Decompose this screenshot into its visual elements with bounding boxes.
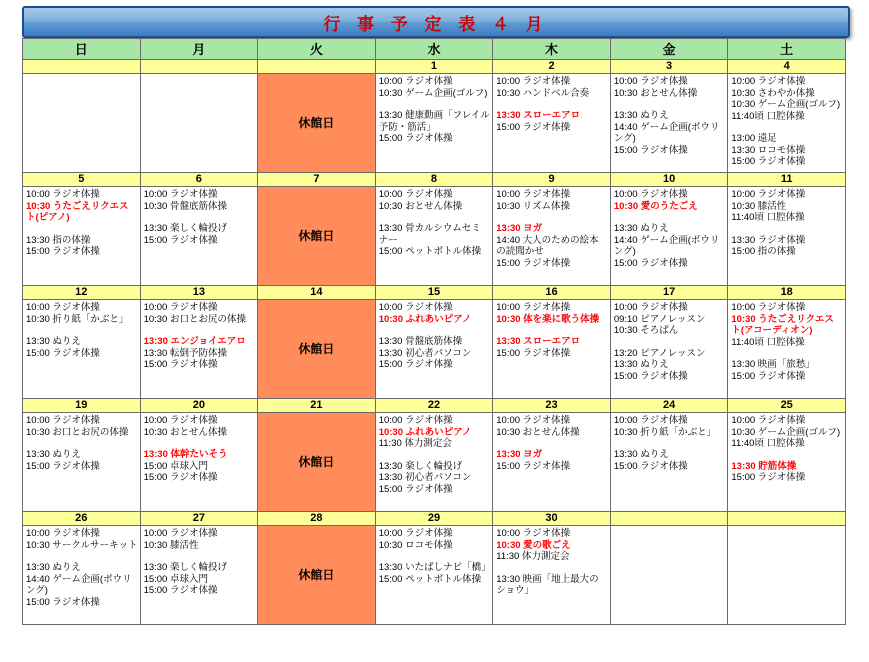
day-events: [376, 413, 493, 511]
event-item: 11:40頃 口腔体操: [731, 438, 805, 449]
event-spacer: [379, 99, 491, 110]
calendar-week-row: [23, 512, 846, 625]
event-item: 10:30 ゲーム企画(ゴルフ): [731, 99, 841, 110]
event-item: 10:30 うたごえリクエスト(アコーディオン): [731, 313, 834, 336]
day-events: [728, 413, 845, 511]
event-spacer: [144, 325, 256, 336]
day-events: [141, 413, 258, 511]
weekday-header-thu: 木: [493, 39, 611, 60]
event-item: 10:00 ラジオ体操: [378, 302, 453, 313]
event-item: 15:00 ラジオ体操: [613, 144, 688, 156]
closed-day-label: 休館日: [298, 115, 335, 130]
calendar-day-closed[interactable]: [258, 286, 376, 399]
calendar-day-empty: [140, 60, 258, 173]
day-events: [611, 526, 728, 624]
day-events: [141, 187, 258, 285]
event-spacer: [614, 438, 726, 449]
event-item: 15:00 ラジオ体操: [378, 483, 453, 495]
day-number: 2: [493, 60, 610, 74]
day-events: [728, 187, 845, 285]
calendar-day[interactable]: [728, 173, 846, 286]
event-item: 10:00 ラジオ体操: [378, 528, 453, 539]
event-spacer: [26, 224, 138, 235]
day-events: [611, 300, 728, 398]
calendar-day[interactable]: [375, 512, 493, 625]
event-spacer: [731, 348, 843, 359]
event-item: 13:30 骨カルシウムセミナー: [378, 223, 481, 246]
event-item: 10:00 ラジオ体操: [613, 302, 688, 313]
page-title: 行 事 予 定 表 ４ 月: [323, 14, 549, 34]
event-item: 10:30 愛のうたごえ: [613, 200, 698, 212]
event-item: 13:30 ヨガ: [496, 449, 543, 460]
event-item: 14:40 ゲーム企画(ボウリング): [613, 234, 720, 257]
event-item: 10:00 ラジオ体操: [731, 415, 806, 426]
event-item: 10:00 ラジオ体操: [378, 76, 453, 87]
calendar-day-empty: [728, 512, 846, 625]
event-spacer: [144, 212, 256, 223]
day-events: [23, 300, 140, 398]
event-spacer: [144, 438, 256, 449]
title-banner: [22, 6, 850, 38]
event-item: 10:30 そろばん: [613, 325, 679, 336]
event-item: 09:10 ピアノレッスン: [613, 313, 706, 325]
closed-day-label: 休館日: [298, 228, 335, 243]
event-item: 15:00 ラジオ体操: [143, 472, 218, 483]
calendar-day-closed[interactable]: [258, 60, 376, 173]
event-item: 10:30 ゲーム企画(ゴルフ): [731, 426, 841, 438]
event-spacer: [496, 438, 608, 449]
day-number: [23, 60, 140, 74]
calendar-day[interactable]: [610, 60, 728, 173]
weekday-header-sat: 土: [728, 39, 846, 60]
event-item: 15:00 ラジオ体操: [613, 460, 688, 472]
calendar-day[interactable]: [493, 173, 611, 286]
closed-day-label: 休館日: [298, 341, 335, 356]
event-item: 10:30 うたごえリクエスト(ピアノ): [26, 200, 129, 223]
event-item: 15:00 ペットボトル体操: [378, 573, 482, 585]
calendar-day[interactable]: [140, 286, 258, 399]
event-item: 15:00 卓球入門: [143, 460, 208, 472]
closed-day-label: 休館日: [298, 567, 335, 582]
event-item: 10:30 おとせん体操: [378, 200, 463, 212]
event-item: 14:40 大人のための絵本の読聞かせ: [496, 234, 599, 257]
calendar-week-row: [23, 399, 846, 512]
event-spacer: [731, 450, 843, 461]
event-item: 13:30 映画「旅愁」: [731, 359, 815, 370]
day-number: [611, 512, 728, 526]
event-spacer: [144, 551, 256, 562]
event-item: 10:30 ロコモ体操: [378, 539, 453, 551]
day-events: [493, 187, 610, 285]
calendar-week-row: [23, 60, 846, 173]
calendar-day-closed[interactable]: [258, 512, 376, 625]
event-item: 13:00 遠足: [731, 133, 777, 144]
day-events: [23, 526, 140, 624]
event-item: 15:00 ペットボトル体操: [378, 246, 482, 257]
day-number: 16: [493, 286, 610, 300]
day-events: [376, 300, 493, 398]
event-item: 10:00 ラジオ体操: [143, 415, 218, 426]
day-number: 3: [611, 60, 728, 74]
event-item: 10:30 膝活性: [731, 200, 787, 212]
calendar-day[interactable]: [375, 60, 493, 173]
day-events: [493, 300, 610, 398]
day-number: [728, 512, 845, 526]
weekday-header-row: [23, 39, 846, 60]
calendar-day[interactable]: [140, 173, 258, 286]
closed-day-label: 休館日: [298, 454, 335, 469]
day-number: 24: [611, 399, 728, 413]
calendar-day[interactable]: [23, 173, 141, 286]
event-item: 15:00 ラジオ体操: [613, 370, 688, 382]
day-number: 10: [611, 173, 728, 187]
event-item: 10:30 お口とお尻の体操: [26, 426, 129, 438]
calendar-day[interactable]: [728, 399, 846, 512]
event-spacer: [731, 224, 843, 235]
event-item: 13:30 体幹たいそう: [143, 449, 228, 460]
event-item: 10:30 お口とお尻の体操: [143, 313, 246, 325]
event-item: 10:00 ラジオ体操: [378, 189, 453, 200]
event-item: 10:00 ラジオ体操: [613, 189, 688, 200]
day-number: 23: [493, 399, 610, 413]
event-item: 10:30 おとせん体操: [143, 426, 227, 438]
event-item: 10:00 ラジオ体操: [143, 302, 218, 313]
day-number: [141, 60, 258, 74]
calendar-day[interactable]: [23, 286, 141, 399]
event-item: 15:00 ラジオ体操: [731, 156, 806, 167]
event-item: 13:30 楽しく輪投げ: [143, 223, 227, 234]
day-events: [493, 526, 610, 624]
calendar-day[interactable]: [610, 286, 728, 399]
calendar-day[interactable]: [23, 512, 141, 625]
event-spacer: [379, 325, 491, 336]
event-item: 13:30 ぬりえ: [26, 449, 81, 460]
event-item: 15:00 ラジオ体操: [143, 585, 218, 596]
event-item: 10:00 ラジオ体操: [731, 189, 806, 200]
event-item: 11:30 体力測定会: [378, 438, 452, 449]
event-item: 13:30 楽しく輪投げ: [143, 562, 227, 573]
event-item: 15:00 卓球入門: [143, 573, 208, 585]
day-events: [376, 74, 493, 172]
calendar-day[interactable]: [728, 60, 846, 173]
day-events: [376, 187, 493, 285]
event-item: 10:00 ラジオ体操: [731, 76, 806, 87]
event-item: 13:30 ヨガ: [496, 223, 543, 234]
event-item: 10:30 さわやか体操: [731, 87, 815, 99]
event-item: 10:00 ラジオ体操: [496, 528, 571, 539]
calendar-container: [22, 38, 846, 625]
event-item: 10:00 ラジオ体操: [143, 189, 218, 200]
event-item: 10:00 ラジオ体操: [26, 528, 100, 539]
calendar-day[interactable]: [375, 286, 493, 399]
event-spacer: [496, 212, 608, 223]
event-item: 13:30 ぬりえ: [613, 359, 669, 370]
event-item: 10:00 ラジオ体操: [26, 189, 100, 200]
event-spacer: [731, 122, 843, 133]
day-events: [493, 413, 610, 511]
event-item: 10:00 ラジオ体操: [496, 76, 571, 87]
calendar-table: [22, 38, 846, 625]
day-number: 22: [376, 399, 493, 413]
day-number: 20: [141, 399, 258, 413]
event-item: 15:00 ラジオ体操: [378, 133, 453, 144]
calendar-day[interactable]: [728, 286, 846, 399]
event-spacer: [614, 212, 726, 223]
event-item: 11:40頃 口腔体操: [731, 212, 805, 223]
event-item: 13:20 ピアノレッスン: [613, 347, 706, 359]
event-item: 15:00 ラジオ体操: [731, 370, 806, 382]
event-item: 11:40頃 口腔体操: [731, 110, 805, 122]
day-number: 6: [141, 173, 258, 187]
day-events: [141, 74, 258, 172]
calendar-day[interactable]: [140, 399, 258, 512]
day-number: 17: [611, 286, 728, 300]
event-item: 10:30 ふれあいピアノ: [378, 426, 472, 438]
calendar-day[interactable]: [140, 512, 258, 625]
weekday-header-wed: 水: [375, 39, 493, 60]
day-number: 14: [258, 286, 375, 300]
event-item: 15:00 ラジオ体操: [496, 347, 571, 359]
event-item: 10:00 ラジオ体操: [731, 302, 806, 313]
calendar-day[interactable]: [23, 399, 141, 512]
event-item: 15:00 ラジオ体操: [26, 460, 100, 472]
event-item: 11:30 体力測定会: [496, 551, 570, 562]
calendar-day[interactable]: [493, 60, 611, 173]
event-item: 10:00 ラジオ体操: [613, 76, 688, 87]
event-item: 13:30 楽しく輪投げ: [378, 460, 463, 472]
calendar-day[interactable]: [610, 399, 728, 512]
event-item: 13:30 骨盤底筋体操: [378, 336, 463, 347]
calendar-day[interactable]: [610, 173, 728, 286]
event-item: 15:00 ラジオ体操: [496, 257, 571, 269]
day-events: [23, 74, 140, 172]
event-item: 10:00 ラジオ体操: [26, 415, 100, 426]
event-item: 10:00 ラジオ体操: [26, 302, 100, 313]
event-spacer: [379, 212, 491, 223]
event-item: 14:40 ゲーム企画(ボウリング): [26, 573, 132, 596]
event-item: 13:30 指の体操: [26, 234, 91, 246]
event-item: 13:30 ぬりえ: [613, 223, 669, 234]
calendar-week-row: [23, 173, 846, 286]
event-spacer: [379, 450, 491, 461]
day-events: [728, 300, 845, 398]
event-item: 15:00 指の体操: [731, 246, 796, 257]
day-number: 13: [141, 286, 258, 300]
calendar-day-closed[interactable]: [258, 173, 376, 286]
event-item: 15:00 ラジオ体操: [731, 472, 806, 483]
day-events: [23, 187, 140, 285]
event-spacer: [379, 551, 491, 562]
event-item: 13:30 転倒予防体操: [143, 347, 227, 359]
day-number: 21: [258, 399, 375, 413]
event-item: 13:30 初心者パソコン: [378, 347, 472, 359]
day-number: 5: [23, 173, 140, 187]
event-item: 15:00 ラジオ体操: [26, 246, 100, 257]
event-item: 10:00 ラジオ体操: [378, 415, 453, 426]
day-events: [376, 526, 493, 624]
event-item: 10:30 サークルサーキット: [26, 539, 138, 551]
event-item: 10:30 愛の歌ごえ: [496, 539, 571, 551]
weekday-header-sun: 日: [23, 39, 141, 60]
event-item: 13:30 貯筋体操: [731, 460, 797, 472]
event-item: 13:30 映画「地上最大のショウ」: [496, 573, 599, 596]
event-item: 14:40 ゲーム企画(ボウリング): [613, 121, 720, 144]
day-events: [493, 74, 610, 172]
event-item: 15:00 ラジオ体操: [143, 234, 218, 246]
day-number: 1: [376, 60, 493, 74]
day-number: 26: [23, 512, 140, 526]
calendar-day-empty: [610, 512, 728, 625]
event-item: 13:30 ロコモ体操: [731, 144, 806, 156]
event-spacer: [614, 337, 726, 348]
event-item: 15:00 ラジオ体操: [496, 460, 571, 472]
calendar-day[interactable]: [493, 512, 611, 625]
day-number: 25: [728, 399, 845, 413]
event-item: 13:30 ぬりえ: [613, 449, 669, 460]
day-events: [23, 413, 140, 511]
event-item: 13:30 健康動画「フレイル予防・筋活」: [378, 110, 490, 133]
event-spacer: [614, 99, 726, 110]
day-events: [611, 187, 728, 285]
event-item: 10:30 骨盤底筋体操: [143, 200, 227, 212]
day-number: 7: [258, 173, 375, 187]
weekday-header-fri: 金: [610, 39, 728, 60]
event-spacer: [26, 551, 138, 562]
event-item: 11:40頃 口腔体操: [731, 336, 805, 348]
event-item: 10:00 ラジオ体操: [613, 415, 688, 426]
event-item: 15:00 ラジオ体操: [26, 596, 100, 608]
event-item: 13:30 スローエアロ: [496, 336, 581, 347]
day-events: [141, 300, 258, 398]
calendar-day[interactable]: [493, 399, 611, 512]
day-number: 4: [728, 60, 845, 74]
event-item: 13:30 エンジョイエアロ: [143, 336, 246, 347]
event-item: 10:00 ラジオ体操: [143, 528, 218, 539]
day-events: [611, 413, 728, 511]
event-item: 10:30 おとせん体操: [613, 87, 698, 99]
event-item: 10:30 膝活性: [143, 539, 199, 551]
day-number: 12: [23, 286, 140, 300]
event-spacer: [26, 438, 138, 449]
event-item: 10:00 ラジオ体操: [496, 415, 571, 426]
calendar-day-empty: [23, 60, 141, 173]
calendar-week-row: [23, 286, 846, 399]
event-item: 13:30 ぬりえ: [26, 336, 81, 347]
event-item: 15:00 ラジオ体操: [26, 347, 100, 359]
event-spacer: [496, 563, 608, 574]
day-number: [258, 60, 375, 74]
calendar-body: [23, 60, 846, 625]
event-item: 15:00 ラジオ体操: [613, 257, 688, 269]
event-item: 10:30 リズム体操: [496, 200, 570, 212]
event-item: 13:30 いたばしナビ「橋」: [378, 562, 491, 573]
calendar-day[interactable]: [375, 173, 493, 286]
day-number: 19: [23, 399, 140, 413]
event-item: 10:30 ハンドベル合奏: [496, 87, 590, 99]
weekday-header-mon: 月: [140, 39, 258, 60]
event-item: 10:00 ラジオ体操: [496, 302, 571, 313]
event-item: 13:30 ぬりえ: [26, 562, 81, 573]
event-item: 10:30 折り紙「かぶと」: [26, 313, 129, 325]
event-item: 10:30 ふれあいピアノ: [378, 313, 472, 325]
event-item: 10:30 体を楽に歌う体操: [496, 313, 600, 325]
event-item: 13:30 ラジオ体操: [731, 234, 806, 246]
day-events: [728, 526, 845, 624]
day-number: 15: [376, 286, 493, 300]
day-events: [728, 74, 845, 172]
day-number: 30: [493, 512, 610, 526]
day-number: 18: [728, 286, 845, 300]
event-item: 15:00 ラジオ体操: [378, 359, 453, 370]
day-number: 11: [728, 173, 845, 187]
event-item: 15:00 ラジオ体操: [143, 359, 218, 370]
event-item: 10:30 おとせん体操: [496, 426, 580, 438]
day-number: 27: [141, 512, 258, 526]
day-events: [611, 74, 728, 172]
day-events: [141, 526, 258, 624]
day-number: 9: [493, 173, 610, 187]
day-number: 8: [376, 173, 493, 187]
calendar-day[interactable]: [493, 286, 611, 399]
calendar-day-closed[interactable]: [258, 399, 376, 512]
event-spacer: [496, 325, 608, 336]
event-item: 13:30 スローエアロ: [496, 110, 581, 121]
day-number: 29: [376, 512, 493, 526]
day-number: 28: [258, 512, 375, 526]
event-item: 13:30 ぬりえ: [613, 110, 669, 121]
calendar-day[interactable]: [375, 399, 493, 512]
event-item: 10:30 折り紙「かぶと」: [613, 426, 717, 438]
weekday-header-tue: 火: [258, 39, 376, 60]
event-item: 15:00 ラジオ体操: [496, 121, 571, 133]
event-spacer: [496, 99, 608, 110]
event-item: 13:30 初心者パソコン: [378, 472, 472, 483]
event-item: 10:30 ゲーム企画(ゴルフ): [378, 87, 488, 99]
event-spacer: [26, 325, 138, 336]
event-item: 10:00 ラジオ体操: [496, 189, 571, 200]
